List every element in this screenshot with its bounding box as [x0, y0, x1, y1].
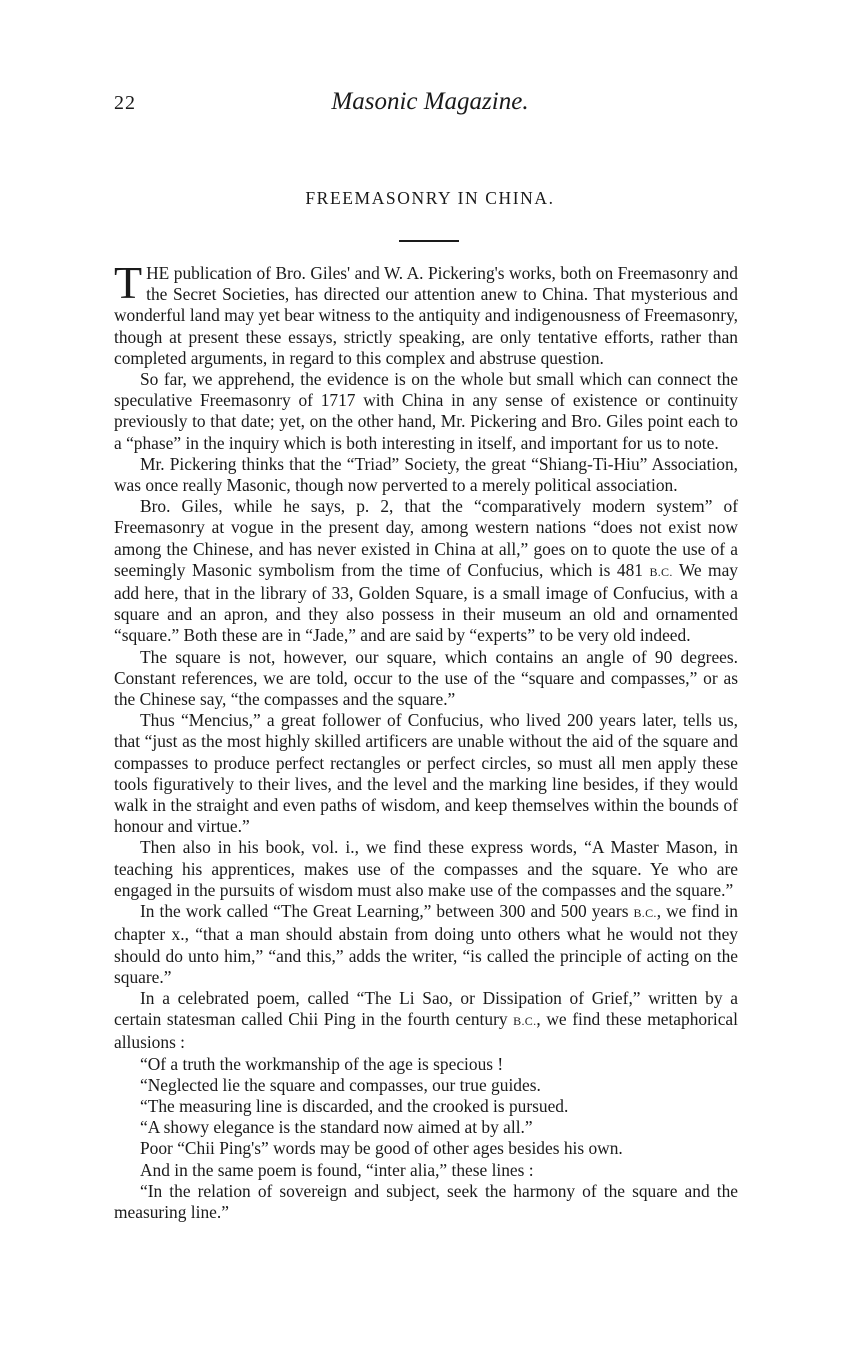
paragraph-10: Poor “Chii Ping's” words may be good of other ages besides his own. [140, 1138, 623, 1159]
page-header [114, 88, 746, 128]
era-abbreviation: B.C. [513, 1014, 537, 1029]
paragraph-9-text-b: , we find these metaphorical allusions : [114, 1009, 738, 1053]
paragraph-9-text-a: In a celebrated poem, called “The Li Sao, or Dissipation of Grief,” written by a certain statesman called Chii Ping in the fourth century [114, 987, 738, 1030]
paragraph-6: Thus “Mencius,” a great follower of Confucius, who lived 200 years later, tells us, that “just as the most highly skilled artificers are unable without the aid of the square and compasses to produce perfect rectangles or perfect circles, so must all men apply these tools figuratively to their lives, and the level and the marking line besides, if they would walk in the straight and even paths of wisdom, and keep themselves within the bounds of honour and virtue.” [114, 710, 738, 837]
paragraph-12: “In the relation of sovereign and subject, seek the harmony of the square and the measuring line.” [114, 1180, 738, 1222]
page-number: 22 [114, 92, 136, 114]
running-title: Masonic Magazine. [331, 88, 529, 115]
paragraph-8-text-b: , we find in chapter x., “that a man should abstain from doing unto others what he would not they should do unto him,” “and this,” adds the writer, “is called the principle of acting on the square.” [114, 901, 738, 987]
verse-line-3: “The measuring line is discarded, and the crooked is pursued. [140, 1095, 569, 1116]
paragraph-3: Mr. Pickering thinks that the “Triad” Society, the great “Shiang-Ti-Hiu” Association, was once really Masonic, though now perverted to a merely political association. [114, 453, 738, 496]
era-abbreviation: B.C. [633, 906, 657, 921]
drop-cap: T [114, 257, 143, 308]
paragraph-9 [114, 988, 738, 1054]
article-title: FREEMASONRY IN CHINA. [305, 188, 555, 208]
era-abbreviation: B.C. [649, 564, 673, 579]
verse-line-2: “Neglected lie the square and compasses, our true guides. [140, 1074, 541, 1095]
paragraph-8-text-a: In the work called “The Great Learning,” between 300 and 500 years [140, 901, 634, 922]
paragraph-2: So far, we apprehend, the evidence is on the whole but small which can connect the speculative Freemasonry of 1717 with China in any sense of existence or continuity previously to that date; yet, on the other hand, Mr. Pickering and Bro. Giles point each to a “phase” in the inquiry which is both interesting in itself, and important for us to note. [114, 369, 738, 453]
paragraph-11: And in the same poem is found, “inter alia,” these lines : [140, 1159, 534, 1180]
paragraph-5: The square is not, however, our square, which contains an angle of 90 degrees. Constant references, we are told, occur to the use of the “square and compasses,” or as the Chinese say, “the compasses and the square.” [114, 646, 738, 710]
paragraph-4-text-b: We may add here, that in the library of 33, Golden Square, is a small image of Confucius, with a square and an apron, and they also possess in their museum an old and ornamented “square.” Both these are in “Jade,” and are said by “experts” to be very old indeed. [114, 559, 738, 646]
verse-line-4: “A showy elegance is the standard now aimed at by all.” [140, 1117, 533, 1138]
paragraph-1 [114, 257, 738, 369]
paragraph-4 [114, 496, 738, 646]
paragraph-8 [114, 901, 738, 988]
paragraph-7: Then also in his book, vol. i., we find these express words, “A Master Mason, in teaching his apprentices, makes use of the compasses and the square. Ye who are engaged in the pursuits of wisdom must also make use of the compasses and the square.” [114, 837, 738, 900]
paragraph-4-text-a: Bro. Giles, while he says, p. 2, that the “comparatively modern system” of Freemasonry at vogue in the present day, among western nations “does not exist now among the Chinese, and has never existed in China at all,” goes on to quote the use of a seemingly Masonic symbolism from the time of Confucius, which is 481 [114, 496, 738, 580]
paragraph-1-text: HE publication of Bro. Giles' and W. A. Pickering's works, both on Freemasonry and the Secret Societies, has directed our attention anew to China. That mysterious and wonderful land may yet bear witness to the antiquity and indigenousness of Freemasonry, though at present these essays, strictly speaking, are only tentative efforts, rather than completed arguments, in regard to this complex and abstruse question. [114, 263, 738, 368]
title-divider [399, 240, 459, 242]
article-body [114, 257, 738, 1223]
verse-line-1: “Of a truth the workmanship of the age is specious ! [140, 1053, 504, 1074]
